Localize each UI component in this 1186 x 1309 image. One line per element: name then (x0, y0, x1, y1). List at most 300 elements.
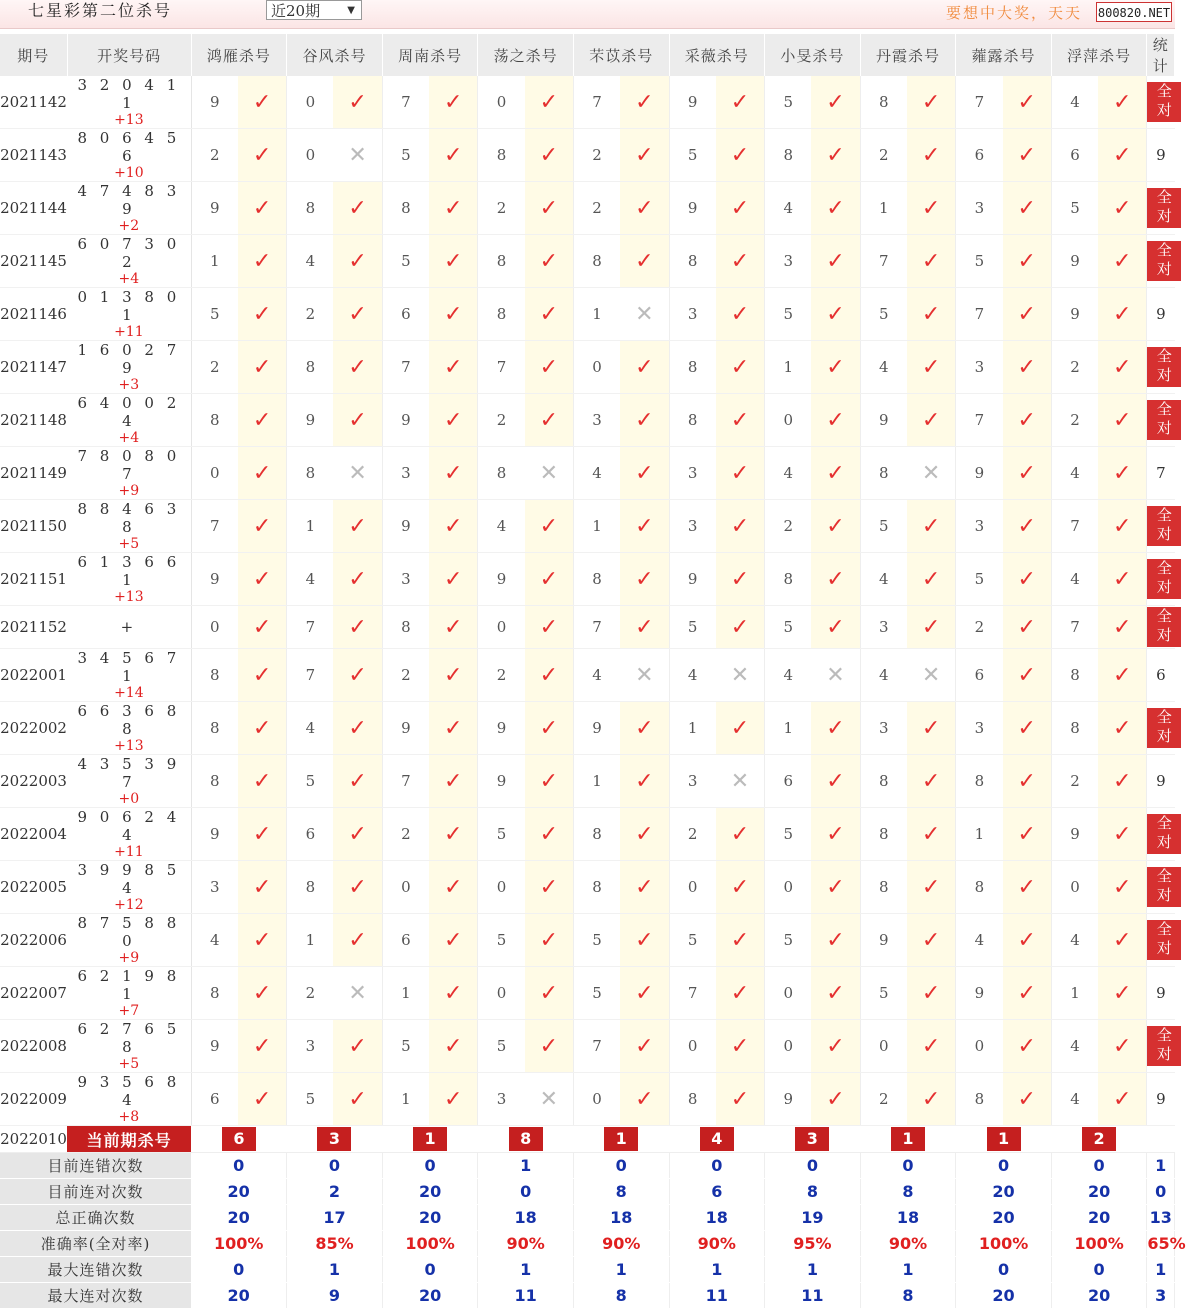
period-select[interactable] (266, 0, 362, 20)
result-cell (1098, 914, 1147, 967)
check-icon: ✓ (730, 821, 750, 847)
kill-number: 8 (287, 182, 334, 235)
result-cell (907, 914, 956, 967)
check-icon: ✓ (1113, 407, 1132, 433)
check-icon: ✓ (730, 874, 750, 900)
result-cell (1003, 394, 1052, 447)
cross-icon: ✕ (921, 662, 941, 688)
check-icon: ✓ (921, 821, 941, 847)
draw-cell (67, 76, 191, 129)
result-cell (333, 553, 382, 606)
table-row (0, 447, 1175, 500)
summary-value: 20 (382, 1205, 478, 1231)
check-icon: ✓ (635, 460, 654, 486)
summary-value: 90% (573, 1231, 669, 1257)
check-icon: ✓ (539, 614, 558, 640)
column-header: 开奖号码 (67, 34, 191, 76)
table-row (0, 500, 1175, 553)
check-icon: ✓ (539, 407, 558, 433)
draw-cell (67, 755, 191, 808)
summary-value: 0 (382, 1257, 478, 1283)
kill-number: 5 (287, 1073, 334, 1126)
result-cell (429, 808, 478, 861)
summary-value: 8 (860, 1179, 956, 1205)
kill-number: 4 (1051, 1073, 1098, 1126)
check-icon: ✓ (1113, 874, 1132, 900)
issue-number: 2021146 (0, 288, 67, 341)
result-cell (429, 288, 478, 341)
check-icon: ✓ (1017, 715, 1036, 741)
check-icon: ✓ (1017, 874, 1036, 900)
check-icon: ✓ (826, 142, 845, 168)
check-icon: ✓ (921, 89, 941, 115)
check-icon: ✓ (348, 821, 367, 847)
check-icon: ✓ (921, 980, 941, 1006)
result-cell (333, 808, 382, 861)
check-icon: ✓ (348, 407, 367, 433)
current-kill-number: 1 (413, 1127, 447, 1151)
result-cell (525, 649, 574, 702)
draw-digits: 8 8 4 6 3 8 (77, 500, 181, 536)
summary-value: 20 (191, 1205, 287, 1231)
draw-cell (67, 394, 191, 447)
summary-value: 20 (191, 1179, 287, 1205)
check-icon: ✓ (730, 715, 750, 741)
summary-label: 最大连错次数 (0, 1257, 191, 1283)
summary-value: 20 (382, 1179, 478, 1205)
kill-number: 8 (382, 182, 429, 235)
kill-number: 1 (382, 1073, 429, 1126)
check-icon: ✓ (826, 195, 845, 221)
kill-number: 5 (287, 755, 334, 808)
result-cell (238, 447, 287, 500)
result-cell (238, 702, 287, 755)
result-cell (907, 500, 956, 553)
current-kill-number: 3 (317, 1127, 351, 1151)
result-cell (716, 755, 765, 808)
kill-number: 3 (573, 394, 620, 447)
result-cell (525, 182, 574, 235)
draw-digits: + (120, 618, 138, 636)
kill-number: 1 (956, 808, 1003, 861)
summary-value: 95% (765, 1231, 861, 1257)
kill-number: 6 (287, 808, 334, 861)
kill-number: 0 (478, 76, 525, 129)
result-cell (333, 76, 382, 129)
issue-number: 2022006 (0, 914, 67, 967)
summary-value: 20 (191, 1283, 287, 1309)
kill-number: 2 (1051, 341, 1098, 394)
table-row (0, 182, 1175, 235)
all-correct-badge: 全 对 (1147, 559, 1181, 599)
check-icon: ✓ (539, 354, 558, 380)
check-icon: ✓ (1017, 980, 1036, 1006)
summary-value: 9 (287, 1283, 383, 1309)
result-cell (1098, 341, 1147, 394)
check-icon: ✓ (539, 566, 558, 592)
check-icon: ✓ (1017, 407, 1036, 433)
summary-value: 90% (478, 1231, 574, 1257)
stat-cell (1147, 76, 1175, 129)
all-correct-badge: 全 对 (1147, 400, 1181, 440)
kill-number: 4 (1051, 1020, 1098, 1073)
kill-number: 8 (860, 861, 907, 914)
kill-number: 7 (191, 500, 238, 553)
kill-number: 7 (382, 76, 429, 129)
check-icon: ✓ (252, 980, 272, 1006)
check-icon: ✓ (252, 407, 272, 433)
kill-number: 0 (478, 967, 525, 1020)
check-icon: ✓ (1017, 614, 1036, 640)
result-cell (620, 967, 669, 1020)
result-cell (525, 808, 574, 861)
table-row (0, 288, 1175, 341)
result-cell (1003, 235, 1052, 288)
summary-value: 0 (287, 1153, 383, 1179)
kill-number: 5 (573, 914, 620, 967)
stat-cell (1147, 1126, 1175, 1153)
check-icon: ✓ (348, 566, 367, 592)
result-cell (716, 341, 765, 394)
kill-number: 9 (191, 808, 238, 861)
kill-number: 8 (765, 553, 812, 606)
summary-value: 0 (478, 1179, 574, 1205)
kill-number: 9 (1051, 808, 1098, 861)
result-cell (620, 76, 669, 129)
kill-number: 7 (860, 235, 907, 288)
current-kill-cell (573, 1126, 669, 1153)
check-icon: ✓ (921, 142, 941, 168)
summary-value: 100% (956, 1231, 1052, 1257)
summary-value: 3 (1147, 1283, 1175, 1309)
result-cell (333, 755, 382, 808)
kill-number: 5 (765, 914, 812, 967)
result-cell (238, 808, 287, 861)
check-icon: ✓ (635, 1033, 654, 1059)
check-icon: ✓ (1113, 195, 1132, 221)
kill-number: 8 (287, 447, 334, 500)
summary-value: 90% (669, 1231, 765, 1257)
result-cell (811, 447, 860, 500)
cross-icon: ✕ (635, 301, 654, 327)
draw-plus: +12 (114, 897, 144, 913)
result-cell (716, 235, 765, 288)
current-kill-row (0, 1126, 1175, 1153)
kill-number: 3 (669, 500, 716, 553)
summary-value: 90% (860, 1231, 956, 1257)
kill-number: 5 (765, 808, 812, 861)
check-icon: ✓ (921, 927, 941, 953)
kill-number: 3 (956, 702, 1003, 755)
kill-number: 4 (478, 500, 525, 553)
issue-number: 2021150 (0, 500, 67, 553)
kill-number: 5 (956, 553, 1003, 606)
result-cell (716, 861, 765, 914)
kill-number: 9 (765, 1073, 812, 1126)
cross-icon: ✕ (348, 142, 367, 168)
kill-number: 0 (765, 394, 812, 447)
draw-plus: +14 (114, 685, 144, 701)
check-icon: ✓ (1113, 89, 1132, 115)
check-icon: ✓ (1017, 142, 1036, 168)
kill-number: 5 (765, 288, 812, 341)
kill-number: 9 (669, 182, 716, 235)
result-cell (238, 500, 287, 553)
kill-number: 8 (191, 967, 238, 1020)
kill-number: 0 (478, 606, 525, 649)
result-cell (333, 182, 382, 235)
result-cell (907, 288, 956, 341)
result-cell (1098, 606, 1147, 649)
kill-number: 5 (860, 500, 907, 553)
draw-plus: +3 (118, 377, 140, 393)
result-cell (907, 341, 956, 394)
kill-number: 4 (573, 649, 620, 702)
result-cell (811, 394, 860, 447)
stat-cell (1147, 861, 1175, 914)
kill-number: 8 (287, 341, 334, 394)
result-cell (238, 649, 287, 702)
kill-number: 8 (478, 235, 525, 288)
cross-icon: ✕ (539, 1086, 558, 1112)
draw-plus: +0 (118, 791, 140, 807)
summary-value: 100% (382, 1231, 478, 1257)
stat-cell (1147, 1020, 1175, 1073)
result-cell (525, 1073, 574, 1126)
check-icon: ✓ (635, 354, 654, 380)
issue-number: 2022005 (0, 861, 67, 914)
check-icon: ✓ (635, 407, 654, 433)
summary-value: 8 (573, 1179, 669, 1205)
kill-number: 1 (287, 914, 334, 967)
draw-cell (67, 182, 191, 235)
result-cell (1098, 553, 1147, 606)
kill-number: 4 (765, 182, 812, 235)
table-row (0, 129, 1175, 182)
result-cell (620, 861, 669, 914)
result-cell (429, 914, 478, 967)
kill-number: 4 (287, 553, 334, 606)
draw-plus: +5 (118, 1056, 140, 1072)
check-icon: ✓ (730, 195, 750, 221)
summary-value: 13 (1147, 1205, 1175, 1231)
check-icon: ✓ (539, 142, 558, 168)
draw-plus: +8 (118, 1109, 140, 1125)
kill-number: 1 (287, 500, 334, 553)
result-cell (1098, 500, 1147, 553)
kill-number: 0 (478, 861, 525, 914)
result-cell (333, 967, 382, 1020)
kill-number: 2 (573, 129, 620, 182)
summary-value: 18 (478, 1205, 574, 1231)
stat-cell (1147, 606, 1175, 649)
check-icon: ✓ (635, 566, 654, 592)
draw-cell (67, 447, 191, 500)
summary-label: 最大连对次数 (0, 1283, 191, 1309)
kill-number: 8 (956, 1073, 1003, 1126)
result-cell (1003, 500, 1052, 553)
summary-value: 11 (478, 1283, 574, 1309)
kill-number: 9 (669, 76, 716, 129)
kill-number: 2 (382, 808, 429, 861)
result-cell (811, 967, 860, 1020)
result-cell (907, 1073, 956, 1126)
site-badge[interactable]: 800820.NET (1096, 2, 1172, 22)
check-icon: ✓ (348, 662, 367, 688)
current-kill-cell (956, 1126, 1052, 1153)
summary-value: 18 (669, 1205, 765, 1231)
summary-value: 20 (1051, 1179, 1147, 1205)
result-cell (620, 755, 669, 808)
stat-cell: 9 (1147, 288, 1175, 341)
draw-cell (67, 129, 191, 182)
check-icon: ✓ (539, 195, 558, 221)
column-header: 小旻杀号 (765, 34, 861, 76)
kill-number: 8 (956, 861, 1003, 914)
result-cell (238, 235, 287, 288)
check-icon: ✓ (1017, 195, 1036, 221)
result-cell (811, 914, 860, 967)
kill-number: 3 (382, 447, 429, 500)
summary-value: 20 (956, 1205, 1052, 1231)
current-kill-cell (1051, 1126, 1147, 1153)
summary-value: 8 (573, 1283, 669, 1309)
result-cell (333, 702, 382, 755)
check-icon: ✓ (443, 195, 463, 221)
result-cell (907, 755, 956, 808)
draw-plus: +5 (118, 536, 140, 552)
kill-number: 8 (669, 341, 716, 394)
kill-number: 2 (478, 649, 525, 702)
result-cell (620, 500, 669, 553)
kill-number: 3 (478, 1073, 525, 1126)
kill-number: 0 (573, 1073, 620, 1126)
result-cell (1003, 182, 1052, 235)
kill-number: 8 (191, 755, 238, 808)
summary-value: 0 (382, 1153, 478, 1179)
check-icon: ✓ (539, 768, 558, 794)
check-icon: ✓ (826, 821, 845, 847)
result-cell (238, 861, 287, 914)
result-cell (333, 500, 382, 553)
result-cell (1003, 1020, 1052, 1073)
draw-cell (67, 914, 191, 967)
stat-cell: 7 (1147, 447, 1175, 500)
summary-value: 1 (573, 1257, 669, 1283)
result-cell (1003, 76, 1052, 129)
check-icon: ✓ (635, 821, 654, 847)
result-cell (1098, 1073, 1147, 1126)
kill-number: 5 (669, 606, 716, 649)
result-cell (429, 182, 478, 235)
check-icon: ✓ (348, 715, 367, 741)
summary-value: 100% (1051, 1231, 1147, 1257)
kill-number: 5 (765, 76, 812, 129)
kill-number: 9 (1051, 235, 1098, 288)
check-icon: ✓ (921, 195, 941, 221)
table-row (0, 235, 1175, 288)
result-cell (1098, 702, 1147, 755)
check-icon: ✓ (826, 407, 845, 433)
table-row (0, 702, 1175, 755)
table-row (0, 606, 1175, 649)
result-cell (620, 808, 669, 861)
kill-number: 9 (860, 914, 907, 967)
draw-cell (67, 967, 191, 1020)
draw-digits: 6 1 3 6 6 1 (77, 553, 181, 589)
kill-number: 5 (382, 129, 429, 182)
table-row (0, 755, 1175, 808)
result-cell (620, 288, 669, 341)
kill-number: 6 (382, 914, 429, 967)
kill-number: 8 (478, 129, 525, 182)
result-cell (811, 129, 860, 182)
result-cell (620, 341, 669, 394)
check-icon: ✓ (635, 248, 654, 274)
summary-value: 0 (573, 1153, 669, 1179)
result-cell (525, 76, 574, 129)
top-bar (0, 0, 1175, 29)
draw-digits: 9 3 5 6 8 4 (77, 1073, 181, 1109)
kill-number: 9 (956, 447, 1003, 500)
draw-plus: +13 (114, 738, 144, 754)
result-cell (620, 129, 669, 182)
result-cell (1003, 606, 1052, 649)
result-cell (620, 702, 669, 755)
kill-number: 4 (287, 235, 334, 288)
check-icon: ✓ (826, 566, 845, 592)
check-icon: ✓ (443, 407, 463, 433)
kill-number: 8 (1051, 649, 1098, 702)
check-icon: ✓ (348, 768, 367, 794)
issue-number: 2022009 (0, 1073, 67, 1126)
summary-row (0, 1153, 1175, 1179)
column-header: 统计 (1147, 34, 1175, 76)
check-icon: ✓ (443, 927, 463, 953)
cross-icon: ✕ (539, 460, 558, 486)
issue-number: 2022008 (0, 1020, 67, 1073)
current-kill-number: 1 (987, 1127, 1021, 1151)
issue-number: 2022003 (0, 755, 67, 808)
check-icon: ✓ (635, 927, 654, 953)
stat-cell (1147, 394, 1175, 447)
summary-label: 总正确次数 (0, 1205, 191, 1231)
summary-value: 1 (478, 1257, 574, 1283)
check-icon: ✓ (1017, 821, 1036, 847)
check-icon: ✓ (730, 142, 750, 168)
check-icon: ✓ (443, 1033, 463, 1059)
check-icon: ✓ (826, 89, 845, 115)
table-row (0, 553, 1175, 606)
check-icon: ✓ (921, 566, 941, 592)
kill-number: 5 (860, 288, 907, 341)
result-cell (333, 129, 382, 182)
summary-label: 目前连错次数 (0, 1153, 191, 1179)
kill-number: 0 (669, 861, 716, 914)
check-icon: ✓ (348, 301, 367, 327)
summary-value: 6 (669, 1179, 765, 1205)
kill-number: 3 (191, 861, 238, 914)
current-kill-cell (382, 1126, 478, 1153)
summary-value: 1 (860, 1257, 956, 1283)
kill-number: 7 (573, 1020, 620, 1073)
result-cell (1098, 182, 1147, 235)
result-cell (811, 341, 860, 394)
table-row (0, 649, 1175, 702)
check-icon: ✓ (730, 927, 750, 953)
kill-number: 3 (669, 447, 716, 500)
current-kill-cell (478, 1126, 574, 1153)
